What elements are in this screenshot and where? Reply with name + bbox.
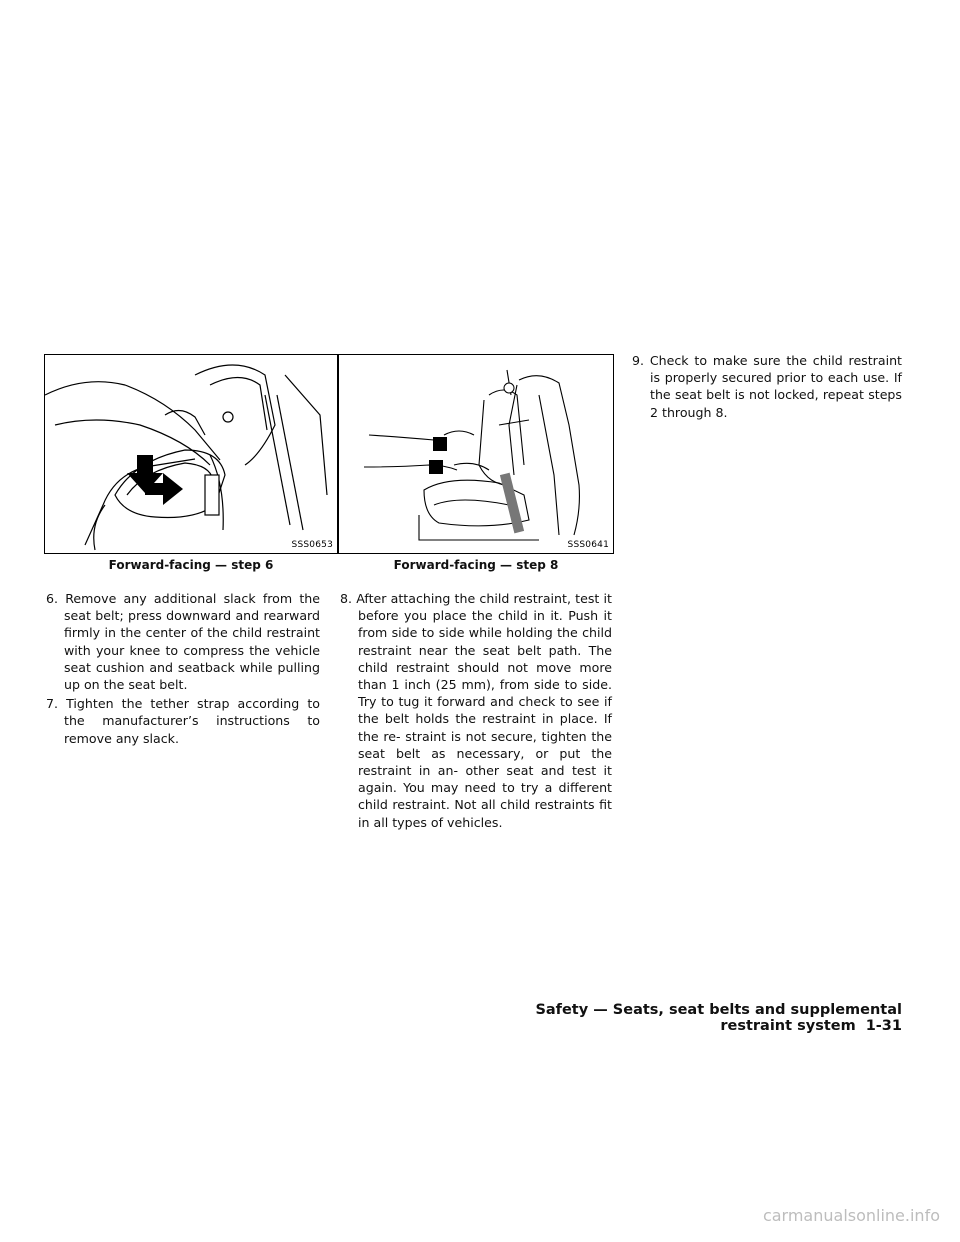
illustration-knee-press-seat-belt: [45, 355, 338, 554]
page-footer: [466, 1002, 902, 1034]
text-column-2: [340, 590, 612, 833]
text-column-1: [46, 590, 320, 749]
figure-code: SSS0641: [567, 540, 609, 550]
section-title: Safety — Seats, seat belts and supplemental restraint system: [535, 1002, 902, 1034]
illustration-test-child-restraint: [339, 355, 614, 554]
instruction-step-8: 8. After attaching the child restraint, test it before you place the child in it. Push it from side to side while holding the child restraint near the seat belt path. The child restraint should not move more than 1 inch (25 mm), from side to side. Try to tug it forward and check to see if the belt holds the restraint in place. If the re- straint is not secure, tighten the seat belt as necessary, or put the restraint in an- other seat and test it again. You may need to try a different child restraint. Not all child restraints fit in all types of vehicles.: [340, 591, 612, 830]
text-column-3: [632, 352, 902, 423]
instruction-step-7: 7. Tighten the tether strap according to the manufacturer’s instructions to remove any slack.: [46, 696, 320, 746]
figure-forward-facing-step-6: [44, 354, 338, 554]
figure-caption: Forward-facing — step 8: [393, 558, 559, 572]
instruction-step-9: 9. Check to make sure the child restraint is properly secured prior to each use. If the seat belt is not locked, repeat steps 2 through 8.: [632, 353, 902, 420]
instruction-step-6: 6. Remove any additional slack from the seat belt; press downward and rearward firmly in the center of the child restraint with your knee to compress the vehicle seat cushion and seatback while pulling up on the seat belt.: [46, 591, 320, 693]
page-number: 1-31: [865, 1018, 902, 1034]
figure-caption: Forward-facing — step 6: [108, 558, 274, 572]
watermark: carmanualsonline.info: [762, 1206, 940, 1225]
figure-code: SSS0653: [291, 540, 333, 550]
figure-frame: [44, 354, 338, 554]
figure-forward-facing-step-8: [338, 354, 614, 554]
figure-frame: [338, 354, 614, 554]
